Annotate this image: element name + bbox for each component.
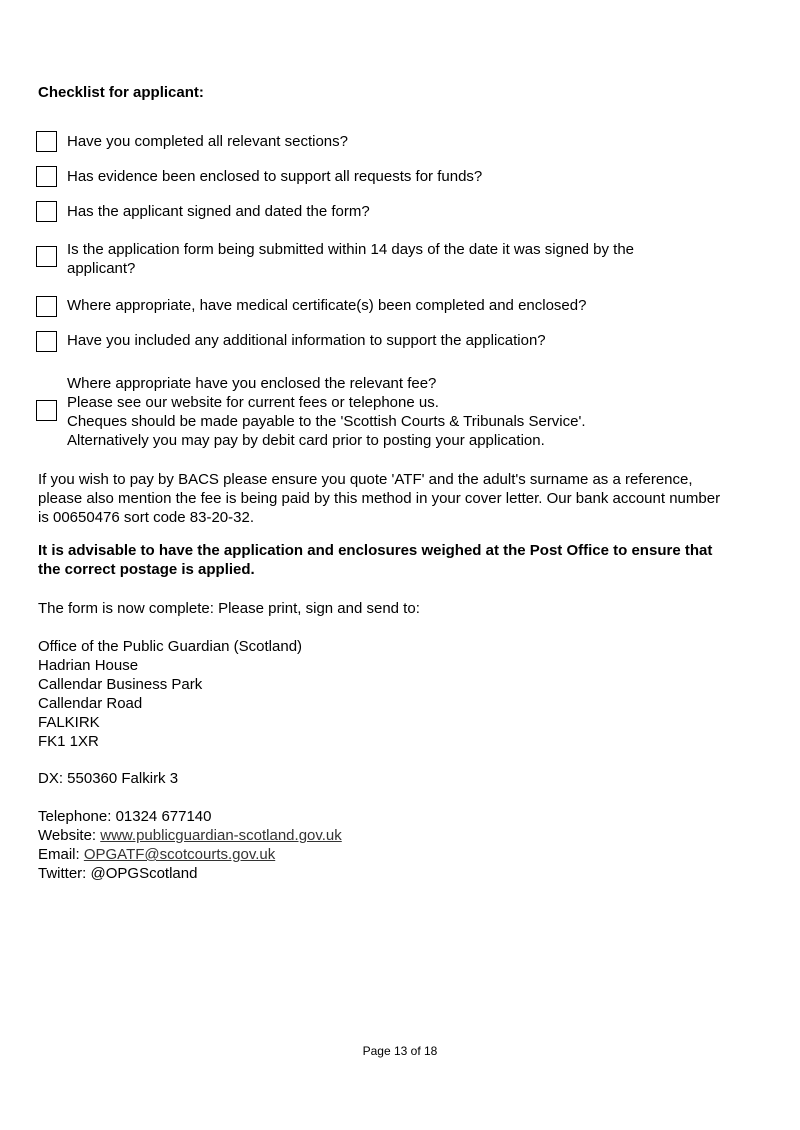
email-line [38,845,768,864]
postage-line: the correct postage is applied. [38,561,255,578]
postage-advice [38,541,768,579]
address-line: FALKIRK [38,714,100,731]
checklist-item-text: Have you completed all relevant sections? [67,133,348,150]
website-label: Website: [38,827,101,844]
address-line: FK1 1XR [38,733,99,750]
checkbox-signed-dated[interactable] [36,201,57,222]
checklist-item-text: Have you included any additional information to support the application? [67,332,546,349]
page-number: Page 13 of 18 [362,1044,438,1058]
checkbox-completed-sections[interactable] [36,131,57,152]
bacs-line: please also mention the fee is being paid by this method in your cover letter. Our bank account number [38,490,721,507]
bacs-paragraph [38,470,768,527]
website-link[interactable]: www.publicguardian-scotland.gov.uk [100,827,342,844]
checkbox-submitted-within-14-days[interactable] [36,246,57,267]
postage-line: It is advisable to have the application and enclosures weighed at the Post Office to ensure that [38,542,713,559]
checklist-item-text: Has evidence been enclosed to support all requests for funds? [67,168,483,185]
checklist-item-text: Has the applicant signed and dated the form? [67,203,370,220]
checklist-item-text: Is the application form being submitted within 14 days of the date it was signed by the [67,241,634,258]
checkbox-medical-certificates[interactable] [36,296,57,317]
checklist-title: Checklist for applicant: [38,84,204,101]
checklist-item-text: Where appropriate have you enclosed the relevant fee? [67,375,437,392]
telephone: Telephone: 01324 677140 [38,808,212,825]
form-complete-text: The form is now complete: Please print, sign and send to: [38,600,420,617]
checklist-item-7 [67,374,586,450]
bacs-line: is 00650476 sort code 83-20-32. [38,509,254,526]
checklist-item-text: Please see our website for current fees or telephone us. [67,394,439,411]
checklist-item-text: Alternatively you may pay by debit card prior to posting your application. [67,432,545,449]
contact-details [38,807,768,883]
twitter: Twitter: @OPGScotland [38,865,198,882]
checklist-item-text: Cheques should be made payable to the 'Scottish Courts & Tribunals Service'. [67,413,586,430]
address-line: Callendar Business Park [38,676,203,693]
checkbox-additional-information[interactable] [36,331,57,352]
website-line [38,826,768,845]
checkbox-relevant-fee[interactable] [36,400,57,421]
checklist-item-1 [67,132,348,151]
address-line: Office of the Public Guardian (Scotland) [38,638,303,655]
dx-number: DX: 550360 Falkirk 3 [38,770,179,787]
checklist-item-text: Where appropriate, have medical certificate(s) been completed and enclosed? [67,297,587,314]
bacs-line: If you wish to pay by BACS please ensure you quote 'ATF' and the adult's surname as a reference, [38,471,693,488]
checklist-item-text: applicant? [67,260,136,277]
postal-address [38,637,768,751]
address-line: Callendar Road [38,695,143,712]
checklist-item-2 [67,167,482,186]
checklist-item-3 [67,202,370,221]
checklist-item-4 [67,240,634,278]
address-line: Hadrian House [38,657,139,674]
email-label: Email: [38,846,84,863]
checklist-item-6 [67,331,546,350]
checklist-item-5 [67,296,586,315]
checkbox-evidence-enclosed[interactable] [36,166,57,187]
email-link[interactable]: OPGATF@scotcourts.gov.uk [83,846,276,863]
